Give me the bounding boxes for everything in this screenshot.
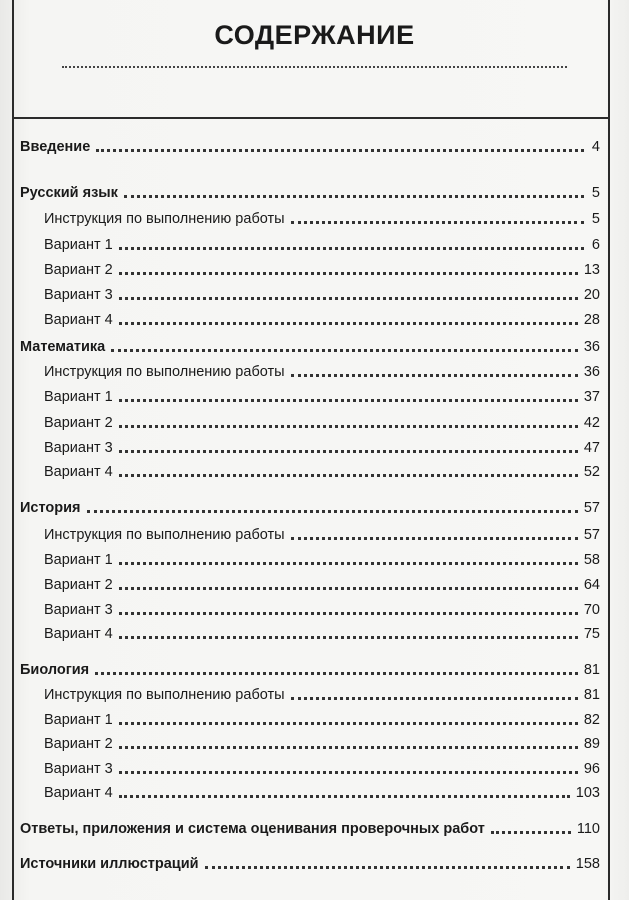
dot-leader [291, 697, 578, 700]
dot-leader [119, 612, 578, 615]
toc-entry-label: Инструкция по выполнению работы [44, 527, 285, 543]
toc-entry-label: Русский язык [20, 185, 118, 201]
dot-leader [119, 247, 584, 250]
dot-leader [119, 399, 578, 402]
toc-entry-label: Ответы, приложения и система оценивания проверочных работ [20, 821, 485, 837]
toc-entry-label: Вариант 4 [44, 785, 113, 801]
toc-entry-page-number: 47 [583, 440, 600, 456]
toc-entry-label: Инструкция по выполнению работы [44, 211, 285, 227]
toc-entry-label: Вариант 3 [44, 761, 113, 777]
dot-leader [291, 374, 578, 377]
toc-entry-biologiya[interactable] [20, 657, 600, 679]
dot-leader [95, 672, 578, 675]
toc-entry-label: Вариант 1 [44, 552, 113, 568]
toc-entry-label: Вариант 2 [44, 577, 113, 593]
toc-entry-matematika-v3[interactable] [44, 435, 600, 457]
toc-entry-page-number: 58 [583, 552, 600, 568]
toc-entry-russkiy-v4[interactable] [44, 307, 600, 329]
toc-entry-matematika-instr[interactable] [44, 359, 600, 381]
toc-entry-biologiya-v4[interactable] [44, 780, 600, 802]
dot-leader [291, 221, 584, 224]
dot-leader [119, 562, 578, 565]
dot-leader [119, 450, 578, 453]
toc-entry-matematika-v4[interactable] [44, 459, 600, 481]
toc-entry-biologiya-v3[interactable] [44, 756, 600, 778]
toc-entry-russkiy[interactable] [20, 180, 600, 202]
toc-entry-page-number: 5 [591, 185, 600, 201]
toc-entry-label: Инструкция по выполнению работы [44, 687, 285, 703]
toc-entry-page-number: 89 [583, 736, 600, 752]
left-border-line [12, 0, 14, 900]
dot-leader [119, 795, 570, 798]
toc-entry-russkiy-v3[interactable] [44, 282, 600, 304]
dot-leader [119, 425, 578, 428]
dot-leader [124, 195, 584, 198]
dot-leader [205, 866, 570, 869]
toc-entry-page-number: 81 [583, 687, 600, 703]
page-title: СОДЕРЖАНИЕ [214, 20, 415, 50]
toc-entry-label: Математика [20, 339, 106, 355]
dot-leader [119, 746, 578, 749]
toc-entry-label: Вариант 4 [44, 464, 113, 480]
dot-leader [96, 149, 584, 152]
toc-entry-label: Вариант 4 [44, 626, 113, 642]
toc-entry-page-number: 103 [575, 785, 600, 801]
toc-entry-label: Вариант 3 [44, 602, 113, 618]
toc-entry-page-number: 75 [583, 626, 600, 642]
toc-entry-page-number: 20 [583, 287, 600, 303]
toc-entry-page-number: 42 [583, 415, 600, 431]
toc-entry-label: Вариант 1 [44, 389, 113, 405]
dot-leader [119, 272, 578, 275]
dot-leader [119, 771, 578, 774]
dot-leader [87, 510, 578, 513]
dot-leader [111, 349, 578, 352]
toc-entry-istochniki[interactable] [20, 851, 600, 873]
toc-entry-page-number: 110 [576, 821, 600, 837]
header-divider [12, 117, 610, 119]
toc-entry-biologiya-instr[interactable] [44, 682, 600, 704]
toc-entry-russkiy-v1[interactable] [44, 232, 600, 254]
toc-entry-matematika[interactable] [20, 334, 600, 356]
toc-entry-label: Вариант 3 [44, 287, 113, 303]
toc-entry-istoriya-v4[interactable] [44, 621, 600, 643]
toc-entry-page-number: 81 [583, 662, 600, 678]
dot-leader [119, 587, 578, 590]
toc-entry-istoriya-instr[interactable] [44, 522, 600, 544]
toc-entry-page-number: 82 [583, 712, 600, 728]
toc-entry-page-number: 96 [583, 761, 600, 777]
toc-entry-biologiya-v1[interactable] [44, 707, 600, 729]
toc-entry-label: Вариант 3 [44, 440, 113, 456]
toc-entry-page-number: 36 [583, 339, 600, 355]
toc-entry-label: Источники иллюстраций [20, 856, 199, 872]
dot-leader [119, 636, 578, 639]
toc-entry-label: Вариант 2 [44, 262, 113, 278]
title-dotted-rule [62, 66, 567, 68]
right-border-line [608, 0, 610, 900]
toc-entry-label: Вариант 1 [44, 712, 113, 728]
toc-entry-page-number: 6 [591, 237, 600, 253]
toc-entry-label: Вариант 1 [44, 237, 113, 253]
toc-entry-label: Вариант 2 [44, 736, 113, 752]
toc-entry-page-number: 5 [591, 211, 600, 227]
toc-entry-istoriya[interactable] [20, 495, 600, 517]
toc-entry-label: История [20, 500, 81, 516]
toc-entry-label: Введение [20, 139, 91, 155]
dot-leader [119, 322, 578, 325]
toc-entry-biologiya-v2[interactable] [44, 731, 600, 753]
toc-entry-istoriya-v2[interactable] [44, 572, 600, 594]
toc-entry-label: Биология [20, 662, 90, 678]
toc-entry-page-number: 37 [583, 389, 600, 405]
toc-entry-russkiy-instr[interactable] [44, 206, 600, 228]
dot-leader [119, 297, 578, 300]
toc-entry-page-number: 158 [575, 856, 600, 872]
toc-entry-istoriya-v1[interactable] [44, 547, 600, 569]
toc-entry-label: Инструкция по выполнению работы [44, 364, 285, 380]
toc-entry-page-number: 52 [583, 464, 600, 480]
dot-leader [119, 474, 578, 477]
toc-entry-vvedenie[interactable] [20, 134, 600, 156]
toc-entry-page-number: 70 [583, 602, 600, 618]
toc-entry-istoriya-v3[interactable] [44, 597, 600, 619]
toc-entry-page-number: 57 [583, 500, 600, 516]
dot-leader [119, 722, 578, 725]
toc-entry-otvety[interactable] [20, 816, 600, 838]
toc-entry-russkiy-v2[interactable] [44, 257, 600, 279]
toc-entry-page-number: 36 [583, 364, 600, 380]
toc-entry-page-number: 28 [583, 312, 600, 328]
toc-entry-label: Вариант 2 [44, 415, 113, 431]
toc-entry-page-number: 13 [583, 262, 600, 278]
toc-entry-matematika-v1[interactable] [44, 384, 600, 406]
toc-entry-page-number: 64 [583, 577, 600, 593]
toc-entry-page-number: 4 [591, 139, 600, 155]
dot-leader [491, 831, 571, 834]
toc-entry-label: Вариант 4 [44, 312, 113, 328]
dot-leader [291, 537, 578, 540]
toc-entry-matematika-v2[interactable] [44, 410, 600, 432]
toc-entry-page-number: 57 [583, 527, 600, 543]
